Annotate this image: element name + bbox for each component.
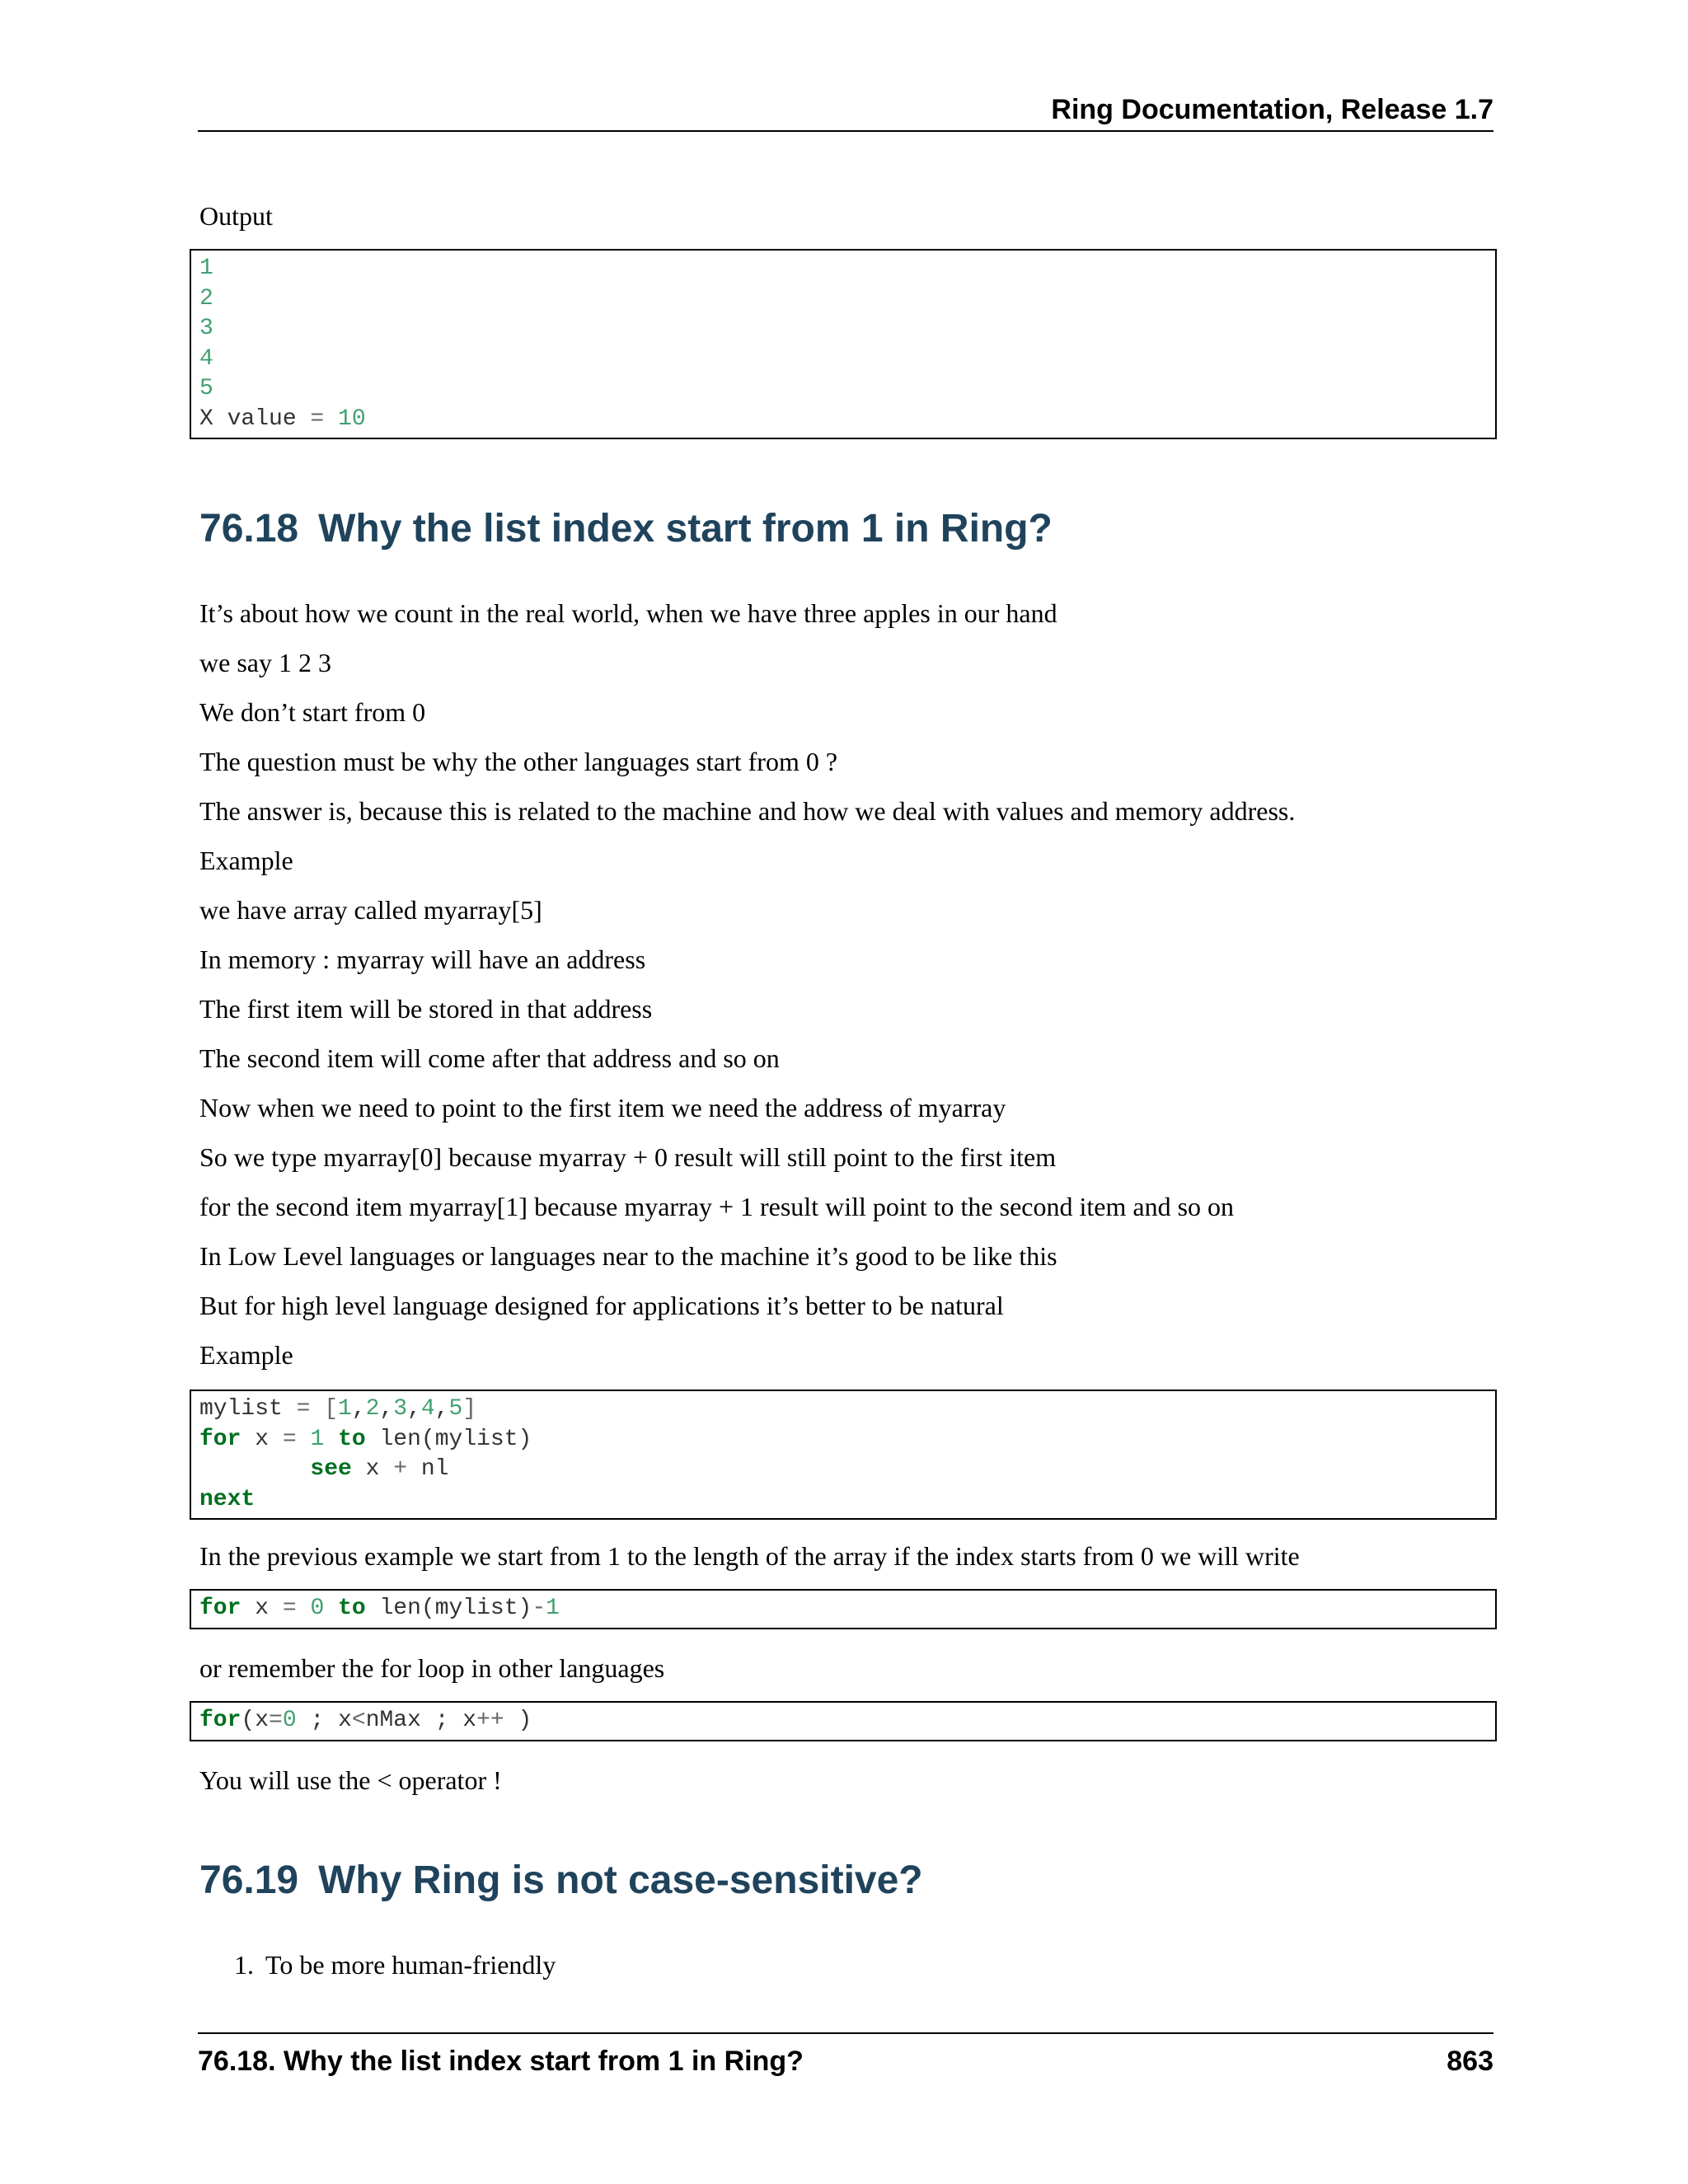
code-line: see x + nl [310,1456,449,1482]
header-title: Ring Documentation, Release 1.7 [1051,94,1493,125]
paragraph: So we type myarray[0] because myarray + 0 result will still point to the first item [199,1142,1057,1172]
page-header [198,92,1493,132]
paragraph: The answer is, because this is related to the machine and how we deal with values and memory address. [199,796,1296,826]
paragraph: In the previous example we start from 1 to the length of the array if the index starts from 0 we will write [199,1541,1300,1571]
paragraph: we have array called myarray[5] [199,895,542,925]
code-line: for x = 1 to len(mylist) [199,1426,532,1452]
paragraph: The question must be why the other languages start from 0 ? [199,747,838,776]
paragraph: The second item will come after that address and so on [199,1043,780,1073]
paragraph: we say 1 2 3 [199,648,331,677]
paragraph: But for high level language designed for applications it’s better to be natural [199,1291,1004,1320]
code-line: mylist = [1,2,3,4,5] [199,1396,477,1422]
paragraph: In Low Level languages or languages near to the machine it’s good to be like this [199,1241,1057,1271]
paragraph: Example [199,1340,293,1370]
code-example-c-loop [190,1701,1497,1741]
code-example-zero-index [190,1589,1497,1629]
code-example-loop [190,1390,1497,1520]
code-line: for(x=0 ; x<nMax ; x++ ) [199,1708,532,1733]
section-heading-76-19: 76.19 Why Ring is not case-sensitive? [199,1858,923,1902]
code-line: next [199,1486,256,1512]
footer-section-title: 76.18. Why the list index start from 1 in Ring? [198,2046,804,2077]
list-item: 1. To be more human-friendly [234,1950,556,1980]
paragraph: Now when we need to point to the first item we need the address of myarray [199,1093,1006,1122]
output-line: X value = 10 [199,405,366,432]
output-line: 1 [199,255,213,281]
paragraph: You will use the < operator ! [199,1765,502,1795]
paragraph: or remember the for loop in other languages [199,1653,665,1683]
paragraph: It’s about how we count in the real world, when we have three apples in our hand [199,598,1057,628]
paragraph: In memory : myarray will have an address [199,944,646,974]
output-line: 2 [199,285,213,312]
output-line: 5 [199,376,213,401]
output-label: Output [199,201,273,231]
section-heading-76-18: 76.18 Why the list index start from 1 in Ring? [199,507,1053,551]
code-line: for x = 0 to len(mylist)-1 [199,1596,560,1621]
paragraph: Example [199,846,293,875]
paragraph: for the second item myarray[1] because myarray + 1 result will point to the second item and so on [199,1192,1235,1221]
output-line: 4 [199,345,213,372]
page-footer [198,2032,1493,2083]
output-line: 3 [199,316,213,341]
page-number: 863 [1447,2046,1493,2077]
paragraph: We don’t start from 0 [199,697,426,727]
output-code-block [190,249,1497,439]
paragraph: The first item will be stored in that address [199,994,653,1024]
